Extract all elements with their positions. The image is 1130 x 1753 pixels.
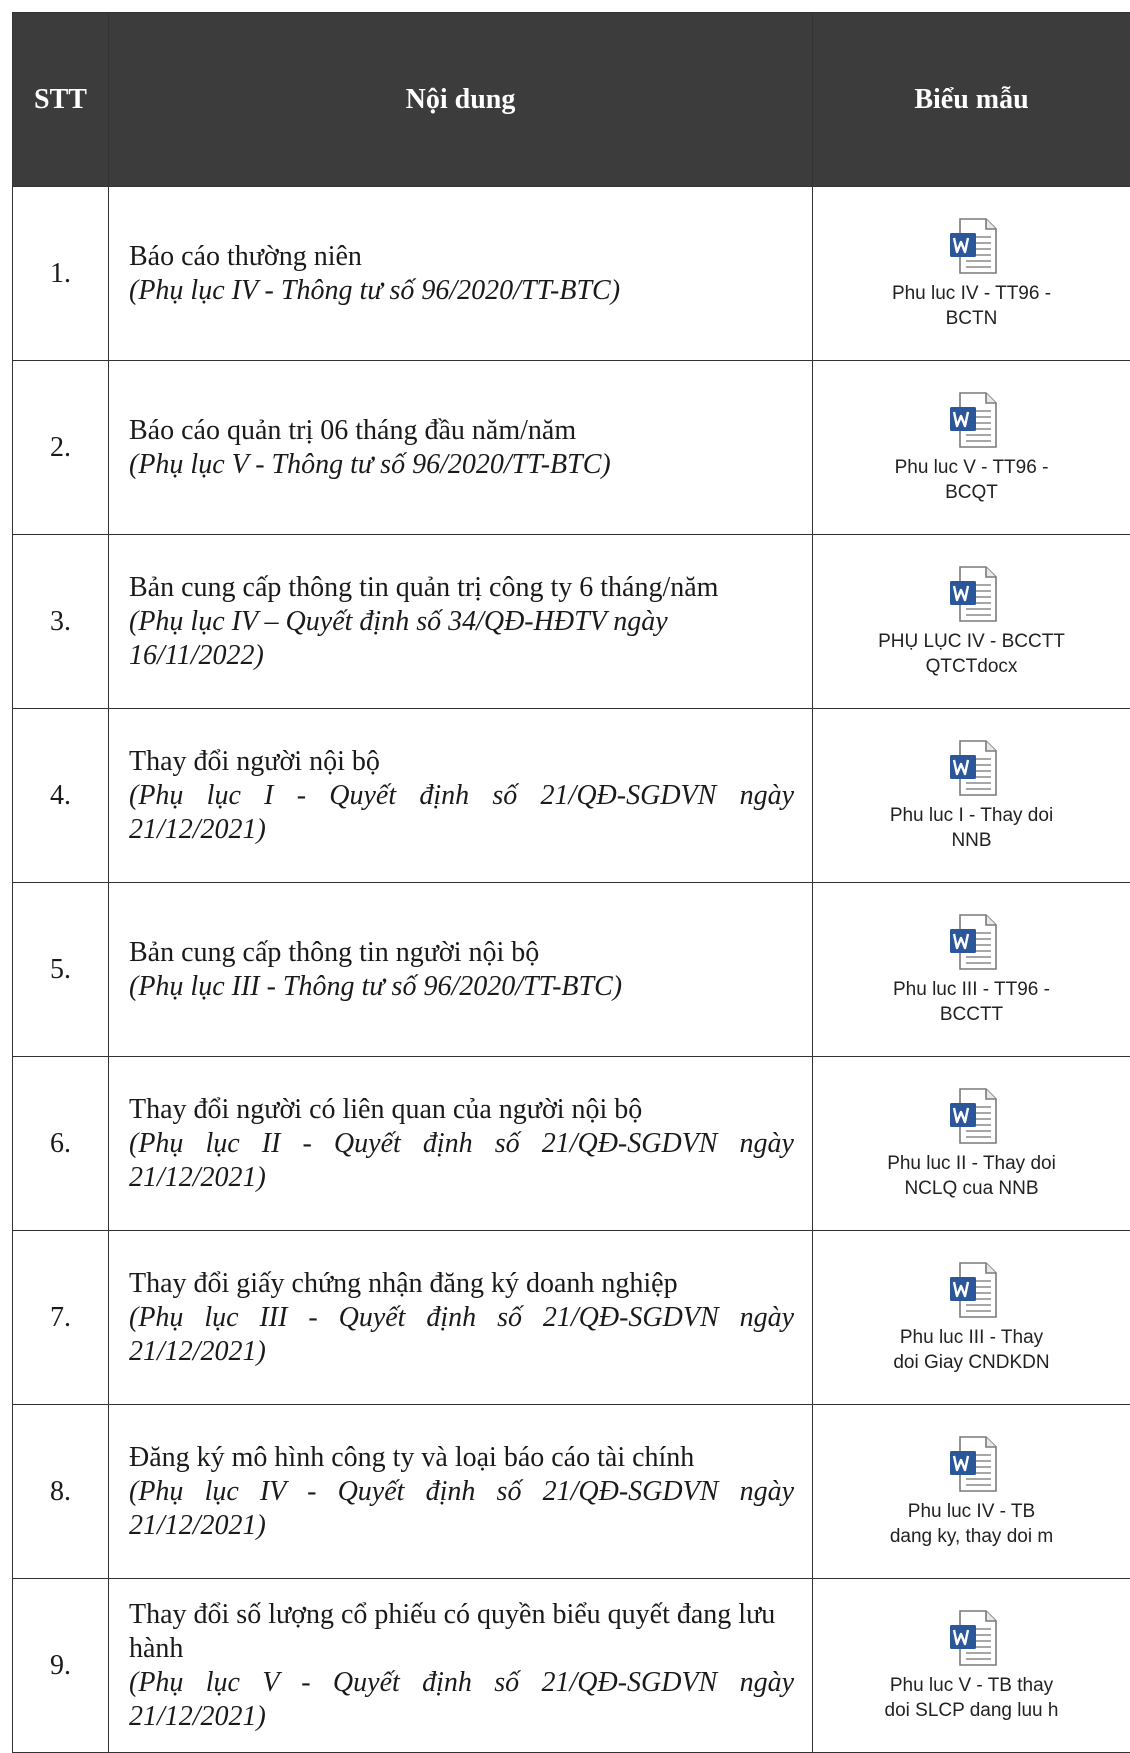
table-row-1 — [13, 187, 1130, 361]
row-reference: (Phụ lục II - Quyết định số 21/QĐ-SGDVN ngày 21/12/2021) — [129, 1127, 794, 1195]
row-form — [813, 1057, 1130, 1231]
row-content — [109, 1057, 813, 1231]
row-content — [109, 187, 813, 361]
row-title: Đăng ký mô hình công ty và loại báo cáo tài chính — [129, 1441, 794, 1475]
row-number: 8. — [13, 1405, 109, 1579]
row-reference: (Phụ lục III - Quyết định số 21/QĐ-SGDVN ngày 21/12/2021) — [129, 1301, 794, 1369]
form-filename-line1: Phu luc I - Thay doi — [890, 803, 1053, 828]
word-doc-icon — [946, 913, 998, 971]
form-filename-line2: BCQT — [945, 480, 998, 505]
form-filename-line1: Phu luc IV - TT96 - — [892, 281, 1051, 306]
table-row-2 — [13, 361, 1130, 535]
word-doc-icon — [946, 217, 998, 275]
row-title: Bản cung cấp thông tin người nội bộ — [129, 936, 794, 970]
form-attachment[interactable] — [862, 1087, 1082, 1201]
row-title: Thay đổi giấy chứng nhận đăng ký doanh nghiệp — [129, 1267, 794, 1301]
form-filename-line2: NCLQ cua NNB — [904, 1176, 1038, 1201]
row-form — [813, 1579, 1130, 1753]
row-form — [813, 187, 1130, 361]
word-doc-icon — [946, 1609, 998, 1667]
form-attachment[interactable] — [862, 913, 1082, 1027]
form-filename-line2: doi Giay CNDKDN — [893, 1350, 1049, 1375]
row-content — [109, 709, 813, 883]
word-doc-icon — [946, 739, 998, 797]
form-filename-line2: doi SLCP dang luu h — [885, 1698, 1059, 1723]
row-title: Báo cáo thường niên — [129, 240, 794, 274]
form-attachment[interactable] — [862, 391, 1082, 505]
row-number: 3. — [13, 535, 109, 709]
row-title: Thay đổi số lượng cổ phiếu có quyền biểu quyết đang lưu hành — [129, 1598, 794, 1666]
word-doc-icon — [946, 565, 998, 623]
row-reference: (Phụ lục V - Quyết định số 21/QĐ-SGDVN ngày 21/12/2021) — [129, 1666, 794, 1734]
row-form — [813, 883, 1130, 1057]
row-content — [109, 1231, 813, 1405]
word-doc-icon — [946, 1435, 998, 1493]
header-content: Nội dung — [109, 13, 813, 187]
row-number: 5. — [13, 883, 109, 1057]
row-title: Báo cáo quản trị 06 tháng đầu năm/năm — [129, 414, 794, 448]
row-number: 9. — [13, 1579, 109, 1753]
row-content — [109, 1579, 813, 1753]
form-filename-line2: BCCTT — [940, 1002, 1003, 1027]
form-filename-line1: Phu luc V - TB thay — [890, 1673, 1053, 1698]
form-filename-line1: PHỤ LỤC IV - BCCTT — [878, 629, 1065, 654]
row-content — [109, 1405, 813, 1579]
word-doc-icon — [946, 391, 998, 449]
table-row-9 — [13, 1579, 1130, 1753]
row-form — [813, 361, 1130, 535]
form-filename-line1: Phu luc III - TT96 - — [893, 977, 1050, 1002]
row-reference: (Phụ lục IV - Thông tư số 96/2020/TT-BTC) — [129, 274, 794, 308]
row-number: 1. — [13, 187, 109, 361]
row-number: 4. — [13, 709, 109, 883]
header-form: Biểu mẫu — [813, 13, 1130, 187]
word-doc-icon — [946, 1087, 998, 1145]
form-attachment[interactable] — [862, 565, 1082, 679]
form-filename-line1: Phu luc III - Thay — [900, 1325, 1043, 1350]
row-reference: (Phụ lục I - Quyết định số 21/QĐ-SGDVN ngày 21/12/2021) — [129, 779, 794, 847]
form-filename-line2: NNB — [951, 828, 991, 853]
form-filename-line2: BCTN — [946, 306, 998, 331]
row-reference: (Phụ lục IV - Quyết định số 21/QĐ-SGDVN ngày 21/12/2021) — [129, 1475, 794, 1543]
row-reference: (Phụ lục IV – Quyết định số 34/QĐ-HĐTV ngày 16/11/2022) — [129, 605, 794, 673]
table-row-6 — [13, 1057, 1130, 1231]
row-content — [109, 535, 813, 709]
form-attachment[interactable] — [862, 1435, 1082, 1549]
form-filename-line1: Phu luc V - TT96 - — [895, 455, 1049, 480]
row-number: 6. — [13, 1057, 109, 1231]
row-number: 7. — [13, 1231, 109, 1405]
form-attachment[interactable] — [862, 1261, 1082, 1375]
header-stt: STT — [13, 13, 109, 187]
form-attachment[interactable] — [862, 217, 1082, 331]
word-doc-icon — [946, 1261, 998, 1319]
form-attachment[interactable] — [862, 1609, 1082, 1723]
row-number: 2. — [13, 361, 109, 535]
form-filename-line2: QTCTdocx — [926, 654, 1018, 679]
row-form — [813, 1405, 1130, 1579]
form-attachment[interactable] — [862, 739, 1082, 853]
form-filename-line1: Phu luc II - Thay doi — [887, 1151, 1056, 1176]
row-title: Bản cung cấp thông tin quản trị công ty 6 tháng/năm — [129, 571, 794, 605]
forms-table — [12, 12, 1130, 1753]
form-filename-line1: Phu luc IV - TB — [908, 1499, 1035, 1524]
row-title: Thay đổi người có liên quan của người nội bộ — [129, 1093, 794, 1127]
row-content — [109, 883, 813, 1057]
row-form — [813, 535, 1130, 709]
table-row-5 — [13, 883, 1130, 1057]
row-title: Thay đổi người nội bộ — [129, 745, 794, 779]
row-form — [813, 709, 1130, 883]
form-filename-line2: dang ky, thay doi m — [890, 1524, 1053, 1549]
header-row — [13, 13, 1130, 187]
table-row-4 — [13, 709, 1130, 883]
table-row-3 — [13, 535, 1130, 709]
table-row-8 — [13, 1405, 1130, 1579]
row-form — [813, 1231, 1130, 1405]
row-reference: (Phụ lục V - Thông tư số 96/2020/TT-BTC) — [129, 448, 794, 482]
table-row-7 — [13, 1231, 1130, 1405]
row-content — [109, 361, 813, 535]
row-reference: (Phụ lục III - Thông tư số 96/2020/TT-BTC) — [129, 970, 794, 1004]
